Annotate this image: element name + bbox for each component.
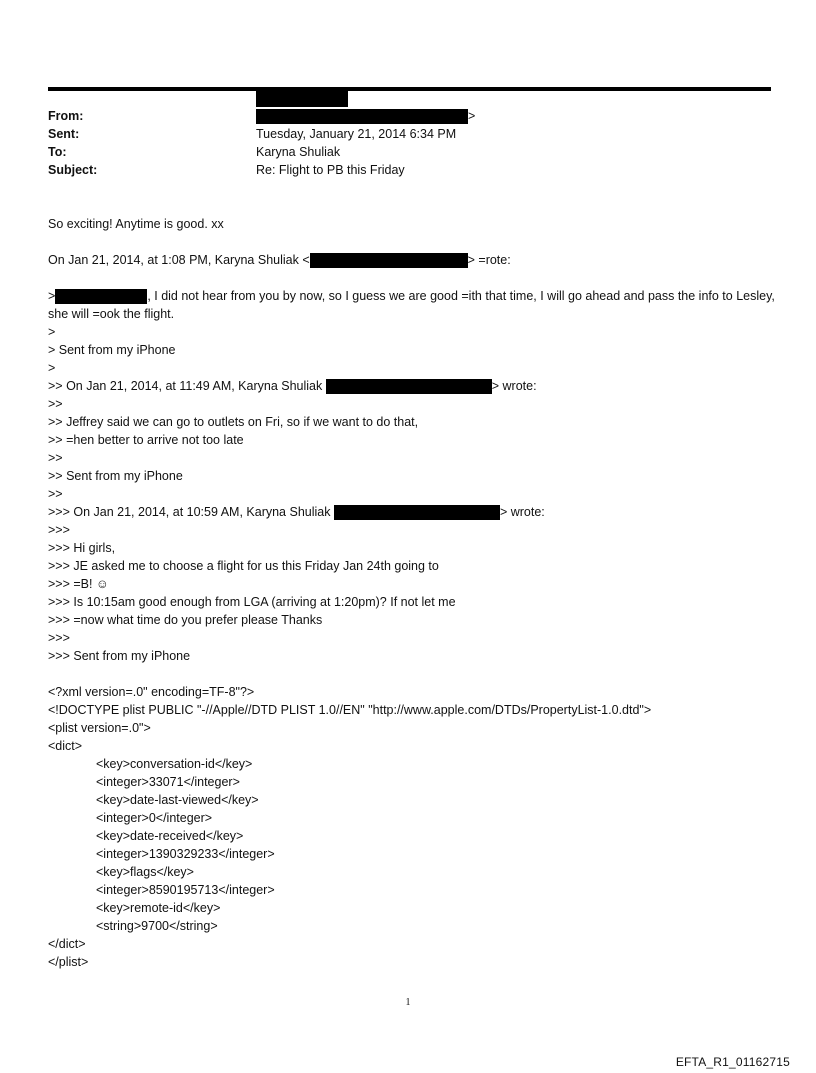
plist-line: <string>9700</string> bbox=[96, 919, 218, 933]
plist-line: </plist> bbox=[48, 955, 89, 969]
quote-line: >>> =B! ☺ bbox=[48, 577, 109, 591]
quote-line: > Sent from my iPhone bbox=[48, 343, 176, 357]
plist-line: <plist version=.0"> bbox=[48, 721, 151, 735]
sent-label: Sent: bbox=[48, 127, 80, 141]
quote-line: >> bbox=[48, 397, 63, 411]
redaction-block bbox=[310, 253, 468, 268]
quote-line: >>> =now what time do you prefer please Thanks bbox=[48, 613, 323, 627]
redaction-block bbox=[256, 109, 468, 124]
quote-line: > bbox=[48, 361, 56, 375]
plist-line: <?xml version=.0" encoding=TF-8"?> bbox=[48, 685, 255, 699]
plist-line: <key>remote-id</key> bbox=[96, 901, 221, 915]
body-line: So exciting! Anytime is good. xx bbox=[48, 217, 224, 231]
plist-line: <dict> bbox=[48, 739, 83, 753]
to-value: Karyna Shuliak bbox=[256, 145, 341, 159]
quote-line: >>> Hi girls, bbox=[48, 541, 116, 555]
to-label: To: bbox=[48, 145, 67, 159]
redaction-block bbox=[326, 379, 492, 394]
email-body bbox=[48, 215, 778, 971]
from-label: From: bbox=[48, 109, 84, 123]
top-rule bbox=[48, 87, 771, 91]
sent-value: Tuesday, January 21, 2014 6:34 PM bbox=[256, 127, 457, 141]
plist-line: <integer>33071</integer> bbox=[96, 775, 240, 789]
quote-line: >> =hen better to arrive not too late bbox=[48, 433, 244, 447]
page-number: 1 bbox=[405, 997, 411, 1008]
plist-line: <key>date-last-viewed</key> bbox=[96, 793, 259, 807]
plist-line: </dict> bbox=[48, 937, 86, 951]
plist-line: <integer>8590195713</integer> bbox=[96, 883, 275, 897]
redaction-block bbox=[334, 505, 500, 520]
quote-intro: On Jan 21, 2014, at 1:08 PM, Karyna Shuliak < > =rote: bbox=[48, 253, 511, 267]
subject-label: Subject: bbox=[48, 163, 98, 177]
plist-line: <!DOCTYPE plist PUBLIC "-//Apple//DTD PLIST 1.0//EN" "http://www.apple.com/DTDs/PropertyList-1.0.dtd"> bbox=[48, 703, 652, 717]
quote-line: > bbox=[48, 325, 56, 339]
quote-line: >> Sent from my iPhone bbox=[48, 469, 183, 483]
redaction-block bbox=[256, 91, 348, 107]
redaction-block bbox=[55, 289, 147, 304]
quote-line: >>> bbox=[48, 631, 70, 645]
quote-line: >>> Is 10:15am good enough from LGA (arriving at 1:20pm)? If not let me bbox=[48, 595, 456, 609]
document-id: EFTA_R1_01162715 bbox=[675, 1055, 790, 1069]
quote-line: >>> On Jan 21, 2014, at 10:59 AM, Karyna Shuliak > wrote: bbox=[48, 505, 545, 519]
plist-line: <integer>1390329233</integer> bbox=[96, 847, 275, 861]
quote-line: >> bbox=[48, 487, 63, 501]
plist-line: <key>conversation-id</key> bbox=[96, 757, 253, 771]
quote-line: >>> Sent from my iPhone bbox=[48, 649, 191, 663]
quote-line: >> On Jan 21, 2014, at 11:49 AM, Karyna Shuliak > wrote: bbox=[48, 379, 537, 393]
quote-line: >> bbox=[48, 451, 63, 465]
plist-line: <key>flags</key> bbox=[96, 865, 194, 879]
subject-value: Re: Flight to PB this Friday bbox=[256, 163, 405, 177]
plist-line: <integer>0</integer> bbox=[96, 811, 213, 825]
quote-line: >>> JE asked me to choose a flight for us this Friday Jan 24th going to bbox=[48, 559, 439, 573]
plist-line: <key>date-received</key> bbox=[96, 829, 244, 843]
quote-line: >> Jeffrey said we can go to outlets on Fri, so if we want to do that, bbox=[48, 415, 419, 429]
from-value bbox=[256, 107, 475, 125]
from-suffix: > bbox=[468, 109, 476, 123]
quote-line: > , I did not hear from you by now, so I guess we are good =ith that time, I will go ahead and pass the info to Lesley, she will =ook the flight. bbox=[48, 289, 775, 321]
quote-line: >>> bbox=[48, 523, 70, 537]
